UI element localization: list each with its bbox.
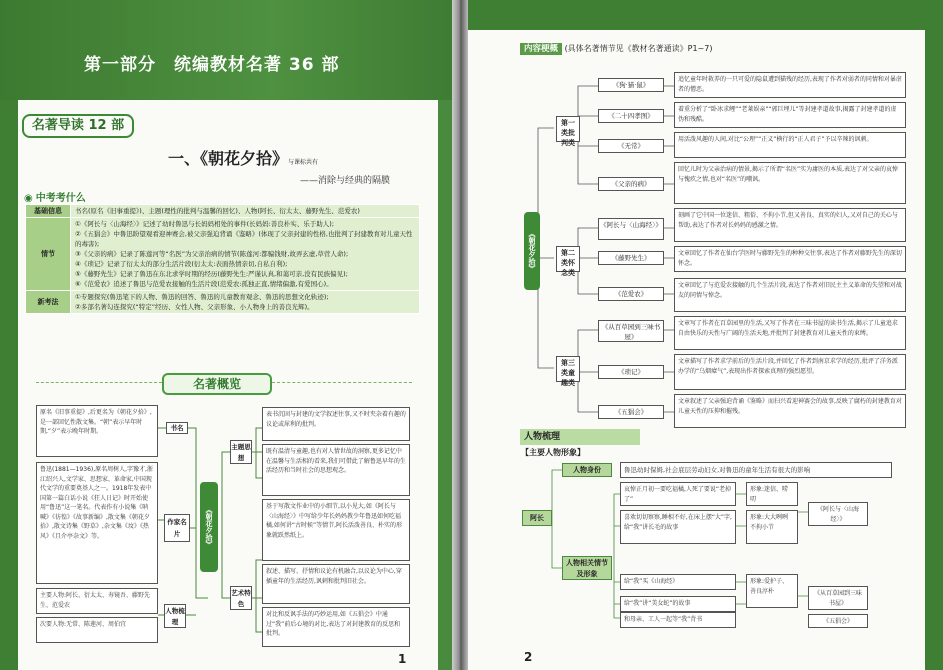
section-label: 名著导读 12 部 [22,114,134,138]
line: ②《五猖会》中鲁迅盼望观看迎神赛会,被父亲强迫背诵《鉴略》(体现了父亲封建的性格,也批判了封建教育对儿童天性的毒害); [75,230,413,248]
left-margin-band [0,100,18,670]
list-item: 《藤野先生》 [598,251,664,265]
table-row [26,291,420,314]
minor-characters-box: 次要人物:无常、陈莲河、周伯宜 [36,617,158,643]
group-label-childhood: 第三类童趣类 [556,356,580,382]
list-item-desc: 文章叙述了父亲强迫背诵《鉴略》而扫兴看迎神赛会的故事,反映了腐朽的封建教育对儿童天性的压抑和摧残。 [674,394,906,428]
list-item-desc: 追忆童年时救养的一只可爱的隐鼠遭到猫残的经历,表现了作者对弱者的同情和对暴虐者的憎恶。 [674,72,906,98]
main-characters-box: 主要人物:阿长、衍太太、寿镜吾、藤野先生、范爱农 [36,588,158,614]
row-value [71,218,420,291]
row-value [71,205,420,218]
plot-item: 喜欢切切察察,睡相不好,在床上摆“大”字,给“我”讲长毛的故事 [620,510,736,544]
plots-label: 人物相关情节及形象 [562,556,612,580]
part-title: 第一部分 统编教材名著 36 部 [84,55,340,75]
overview-title: 名著概览 [162,373,272,395]
line: 书名(原名《旧事重提》)、主题(理性的批判与温馨的回忆)、人物(阿长、衍太太、藤野先生、范爱农) [75,207,360,215]
identity-text: 鲁迅幼时保姆,社会底层劳动妇女,对鲁迅的童年生活有很大的影响 [620,462,892,478]
list-item-desc: 文章回忆了与范爱农接触的几个生活片段,表达了作者对旧民主主义革命的失望和对战友的同情与悼念。 [674,278,906,312]
top-band [468,0,925,30]
left-page [0,0,452,670]
list-item: 《五猖会》 [598,405,664,419]
book-name-box: 原名《旧事重提》,后更名为《朝花夕拾》,是一部回忆性散文集。“朝”表示早年时期,“夕”表示晚年时期。 [36,405,158,457]
list-item-desc: 刻画了它中国一位迷信、粗俗、不拘小节,但又善良、真实的妇人,又对自己的关心与帮助,表达了作者对长妈妈的感激之情。 [674,208,906,242]
list-item: 《琐记》 [598,365,664,379]
exam-info-table [25,204,420,314]
line: ⑥《范爱农》追述了鲁迅与范爱农接触的生活片段(范爱农:孤独正直,情绪偏激,有爱国心)。 [75,280,333,288]
trait-box: 形象:爱护子、善良淳朴 [746,574,798,608]
list-item: 《狗·猫·鼠》 [598,78,664,92]
author-box: 鲁迅(1881—1936),原名周树人,字豫才,浙江绍兴人,文学家、思想家、革命家,中国现代文学的重要奠基人之一。1918年发表中国第一篇白话小说《狂人日记》时开始使用“鲁迅”这一笔名。代表作有小说集《呐喊》《彷徨》《故事新编》,散文集《朝花夕拾》,散文诗集《野草》,杂文集《坟》《热风》《且介亭杂文》等。 [36,462,158,584]
art-box-1: 基于写散文作业中的小细节,以小见大,如《阿长与〈山海经〉》中写给少年长妈妈教少年鲁迅如何吃福橘,如何讲“古时候”等情节,阿长活泼善良、朴实的形象就跃然纸上。 [262,499,410,561]
plot-item: 给“我”买《山海经》 [620,574,736,590]
table-row [26,218,420,291]
character-section-title: 人物梳理 [520,429,640,445]
trait-box: 形象:大大咧咧不拘小节 [746,510,798,544]
exam-heading [24,189,86,204]
exam-heading-text: 中考考什么 [35,193,86,204]
source-box: 《五猖会》 [808,614,868,628]
tag-author-card: 作家名片 [164,514,190,542]
group-label-memory: 第二类怀念类 [556,246,580,272]
line: ⑤《藤野先生》记录了鲁迅在东北求学时期的经历(藤野先生:严谨认真,和蔼可亲,没有民族偏见); [75,270,348,278]
row-value [71,291,420,314]
book-center-pill: 《朝花夕拾》 [200,482,218,572]
row-label: 基础信息 [26,205,71,218]
character-subtitle: 【主要人物形象】 [521,448,585,457]
tag-theme: 主题思想 [230,440,252,464]
line: ④《琐记》记录了衍太太的部分生活片段(衍太太:表面热情亲切,自私自利); [75,260,288,268]
trait-box: 形象:迷信、唠叨 [746,482,798,506]
list-item: 《父亲的病》 [598,177,664,191]
list-item-desc: 文章描写了作者求学前后的生活片段,并回忆了作者到南京求学的经历,批评了洋务派办学的“乌烟瘴气”,表现出作者探索真理的强烈愿望。 [674,354,906,390]
row-label: 新考法 [26,291,71,314]
work-title [168,146,318,169]
right-margin-band [925,0,943,670]
divider [36,382,162,383]
right-margin-band [438,100,452,670]
line: ②多部名著勾连探究(“特定”经历、女性人物、父亲形象、小人物身上的善良光辉)。 [75,303,314,311]
book-gutter [452,0,468,670]
source-box: 《阿长与〈山海经〉》 [808,502,868,526]
list-item-desc: 着重分析了“卧冰求鲤”“老莱娱亲”“郭巨埋儿”等封建孝道故事,揭露了封建孝道的虚伪和残酷。 [674,102,906,128]
book-center-pill: 《朝花夕拾》 [524,212,540,290]
work-title-note: 与课标共有 [288,159,319,166]
list-item: 《阿长与〈山海经〉》 [598,218,664,240]
plot-item: 哀悼正月初一要吃福橘,人死了要说“老掉了” [620,482,736,506]
list-item: 《从百草园到三味书屋》 [598,320,664,342]
content-heading [520,42,713,54]
list-item: 《二十四孝图》 [598,109,664,123]
list-item: 《无常》 [598,139,664,153]
theme-box-2: 既有温清与童趣,也有对人情世故的洞察,更多记忆中在温馨与生活相的看来,我们可借此了解鲁迅早年的生活经历和当时社会的思想观念。 [262,444,410,496]
source-box: 《从百草园到三味书屋》 [808,586,868,610]
content-note: (具体名著情节见《教材名著通读》P1~7) [564,44,713,53]
list-item-desc: 用活泼风趣的人间,对比“公理”“正义”横行的“正人君子”予以辛辣的讽刺。 [674,132,906,158]
page-number: 2 [524,650,533,664]
right-page [468,0,943,670]
line: ③《父亲的病》记录了陈莲河等“名医”为父亲治病的情节(陈莲河:都骗钱财,故弄玄虚,草菅人命); [75,250,349,258]
group-label-critique: 第一类批判类 [556,116,580,142]
tag-art-features: 艺术特色 [230,586,252,610]
theme-box-1: 表书沉固与封建的文学叙述往事,又不时夹杂着有趣的议论或犀利的批判。 [262,407,410,441]
location-pin-icon: ◉ [24,193,33,204]
art-box-2: 叙述、描写、抒情和议论有机融合,以议论为中心,穿插童年的生活经历,讽刺和批判旧社会。 [262,564,410,604]
line: ①《阿长与〈山海经〉》记述了幼时鲁迅与长妈妈相处的事件(长妈妈:善良朴实、乐于助人); [75,220,335,228]
art-box-3: 对比和反讽手法的巧妙运用,如《五猖会》中通过“我”前后心境的对比,表达了对封建教育的反思和批判。 [262,607,410,647]
list-item-desc: 文章回忆了作者在仙台学医时与藤野先生的种种交往事,表达了作者对藤野先生的深切怀念。 [674,246,906,272]
table-row [26,205,420,218]
plot-item: 给“我”讲“美女蛇”的故事 [620,596,736,612]
content-label: 内容梗概 [520,43,562,55]
page-number: 1 [398,652,407,666]
list-item-desc: 文章写了作者在百草园里的生活,又写了作者在三味书屋的读书生活,揭示了儿童追求自由快乐的天性与广阔的生活天地,并批判了封建教育对儿童天性的束缚。 [674,316,906,350]
work-title-text: 一、《朝花夕拾》 [168,149,289,168]
identity-label: 人物身份 [562,463,612,477]
row-label: 情节 [26,218,71,291]
list-item-desc: 回忆儿时为父亲治病的情景,揭示了所谓“名医”实为庸医的本质,表达了对父亲的哀悼与愧疚之情,也对“名医”的嘲讽。 [674,162,906,204]
plot-item: 和母亲、工人一起等“我”背书 [620,612,736,628]
character-name: 阿长 [522,510,552,526]
divider [272,382,412,383]
tag-book-name: 书名 [166,422,188,434]
tag-characters: 人物梳理 [164,604,186,628]
work-subtitle: ——消除与经典的隔膜 [300,176,391,186]
line: ①专题探究(鲁迅笔下的人物、鲁迅的回答、鲁迅的儿童教育观念、鲁迅的思想文化轨迹); [75,293,329,301]
list-item: 《范爱农》 [598,287,664,301]
